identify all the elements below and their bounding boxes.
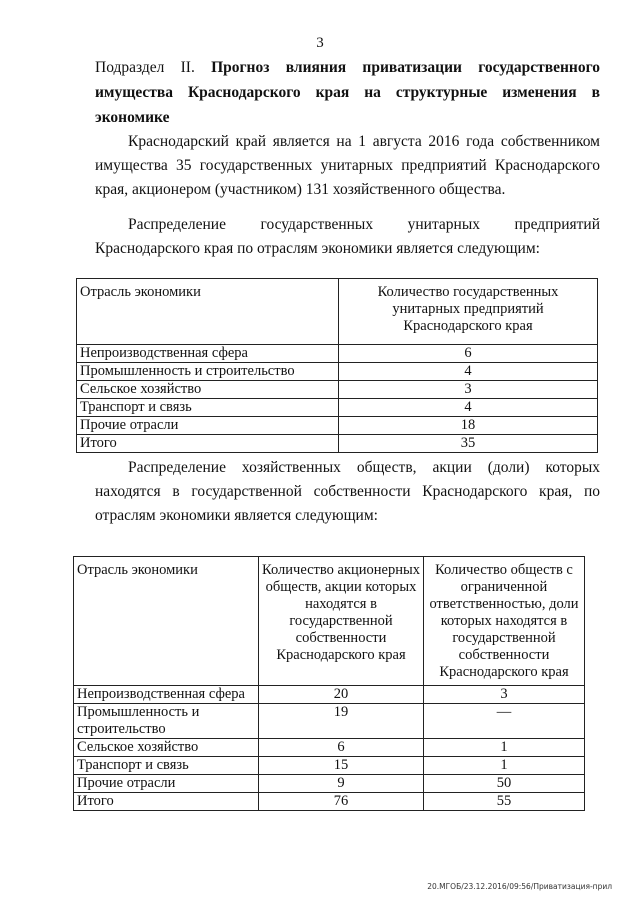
count-cell: 18 [339, 417, 598, 435]
page-number: 3 [316, 35, 324, 51]
count-cell: 4 [339, 363, 598, 381]
column-header-jsc-count: Количество акционерных обществ, акции которых находятся в государственной собственности Краснодарского края [259, 557, 424, 686]
llc-count-cell: 3 [424, 686, 585, 704]
sector-cell: Промышленность и строительство [77, 363, 339, 381]
companies-by-sector-table [73, 556, 585, 811]
llc-count-cell: 1 [424, 739, 585, 757]
table-row [77, 381, 598, 399]
sector-cell: Непроизводственная сфера [77, 345, 339, 363]
enterprises-by-sector-table [76, 278, 598, 453]
paragraph-companies-intro: Распределение хозяйственных обществ, акции (доли) которых находятся в государственной собственности Краснодарского края, по отраслям экономики является следующим: [95, 459, 600, 524]
llc-count-cell: 50 [424, 775, 585, 793]
sector-cell: Прочие отрасли [77, 417, 339, 435]
sector-cell: Итого [74, 793, 259, 811]
column-header-enterprise-count: Количество государственных унитарных предприятий Краснодарского края [339, 279, 598, 345]
column-header-sector: Отрасль экономики [77, 279, 339, 345]
table-total-row [77, 435, 598, 453]
table-row [77, 363, 598, 381]
table-row [77, 417, 598, 435]
paragraph-enterprises-intro: Распределение государственных унитарных предприятий Краснодарского края по отраслям экономики является следующим: [95, 216, 600, 257]
llc-count-cell: 1 [424, 757, 585, 775]
sector-cell: Непроизводственная сфера [74, 686, 259, 704]
column-header-llc-count: Количество обществ с ограниченной ответственностью, доли которых находятся в государственной собственности Краснодарского края [424, 557, 585, 686]
count-cell: 35 [339, 435, 598, 453]
count-cell: 4 [339, 399, 598, 417]
table-row [77, 399, 598, 417]
sector-cell: Сельское хозяйство [74, 739, 259, 757]
jsc-count-cell: 76 [259, 793, 424, 811]
column-header-sector: Отрасль экономики [74, 557, 259, 686]
table-total-row [74, 793, 585, 811]
sector-cell: Итого [77, 435, 339, 453]
llc-count-cell: 55 [424, 793, 585, 811]
table-header-row [77, 279, 598, 345]
jsc-count-cell: 9 [259, 775, 424, 793]
count-cell: 6 [339, 345, 598, 363]
table-row [74, 704, 585, 739]
table-row [77, 345, 598, 363]
table-row [74, 739, 585, 757]
sector-cell: Промышленность и строительство [74, 704, 259, 739]
sector-cell: Прочие отрасли [74, 775, 259, 793]
jsc-count-cell: 20 [259, 686, 424, 704]
subsection-label: Подраздел II. [95, 59, 195, 76]
subsection-title: Прогноз влияния приватизации государственного имущества Краснодарского края на структурные изменения в экономике [95, 59, 601, 126]
sector-cell: Сельское хозяйство [77, 381, 339, 399]
paragraph-ownership: Краснодарский край является на 1 августа 2016 года собственником имущества 35 государственных унитарных предприятий Краснодарского края, акционером (участником) 131 хозяйственного общества. [95, 133, 600, 198]
subsection-heading [95, 55, 600, 130]
document-footer: 20.МГОБ/23.12.2016/09:56/Приватизация-прил [427, 882, 612, 891]
jsc-count-cell: 19 [259, 704, 424, 739]
jsc-count-cell: 15 [259, 757, 424, 775]
sector-cell: Транспорт и связь [77, 399, 339, 417]
jsc-count-cell: 6 [259, 739, 424, 757]
sector-cell: Транспорт и связь [74, 757, 259, 775]
table-row [74, 757, 585, 775]
table-row [74, 775, 585, 793]
count-cell: 3 [339, 381, 598, 399]
table-header-row [74, 557, 585, 686]
table-row [74, 686, 585, 704]
llc-count-cell: — [424, 704, 585, 739]
